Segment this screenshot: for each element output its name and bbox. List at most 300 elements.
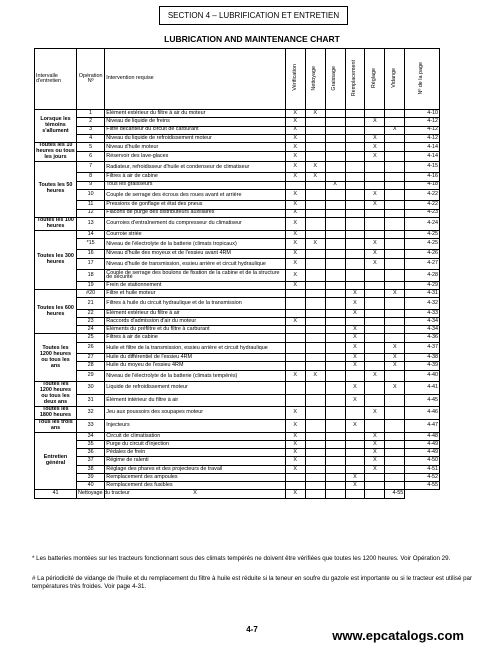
mark-remplacement: [345, 209, 365, 217]
intervention-text: Injecteurs: [105, 419, 285, 432]
page-reference: 4-12: [405, 126, 440, 134]
mark-nettoyage: [305, 309, 325, 317]
mark-vidange: [385, 465, 405, 473]
mark-graissage: [325, 281, 345, 289]
page-reference: 4-47: [405, 419, 440, 432]
intervention-text: Jeu aux poussoirs des soupapes moteur: [105, 406, 285, 419]
col-interval: Intervalle d'entretien: [35, 49, 77, 110]
intervention-text: Courroie striée: [105, 230, 285, 238]
operation-number: 26: [76, 342, 104, 354]
mark-verification: X: [285, 173, 305, 181]
mark-verification: X: [285, 270, 305, 282]
table-row: [35, 342, 440, 354]
mark-remplacement: [345, 161, 365, 173]
table-row: [35, 362, 440, 370]
page-reference: 4-16: [405, 173, 440, 181]
operation-number: 30: [76, 382, 104, 394]
page-reference: 4-36: [405, 334, 440, 342]
interval-group: Toutes les 1200 heures ou tous les ans: [35, 334, 77, 382]
operation-number: 14: [76, 230, 104, 238]
page-reference: 4-55: [405, 482, 440, 490]
interval-group: Toutes les 1800 heures: [35, 406, 77, 419]
mark-remplacement: [345, 134, 365, 142]
mark-verification: [285, 298, 305, 310]
operation-number: 29: [76, 370, 104, 382]
maintenance-table: [34, 48, 440, 499]
operation-number: 9: [76, 181, 104, 189]
mark-reglage: X: [365, 238, 385, 250]
mark-reglage: X: [365, 258, 385, 270]
interval-group: Toutes les 300 heures: [35, 230, 77, 289]
table-row: [35, 110, 440, 118]
mark-vidange: [385, 201, 405, 209]
mark-nettoyage: [305, 217, 325, 230]
mark-remplacement: X: [345, 289, 365, 297]
mark-remplacement: [345, 250, 365, 258]
mark-remplacement: [345, 465, 365, 473]
table-row: [35, 238, 440, 250]
page-reference: 4-49: [405, 440, 440, 448]
mark-verification: X: [285, 238, 305, 250]
mark-graissage: [325, 457, 345, 465]
mark-remplacement: [325, 490, 345, 498]
mark-vidange: X: [385, 342, 405, 354]
page-reference: 4-14: [405, 152, 440, 161]
mark-reglage: X: [365, 457, 385, 465]
watermark: www.epcatalogs.com: [332, 628, 464, 643]
mark-reglage: [365, 309, 385, 317]
table-row: [35, 419, 440, 432]
page-reference: 4-14: [405, 143, 440, 152]
operation-number: *15: [76, 238, 104, 250]
mark-reglage: X: [365, 250, 385, 258]
mark-nettoyage: [305, 334, 325, 342]
page-reference: 4-49: [405, 449, 440, 457]
mark-remplacement: X: [345, 394, 365, 406]
mark-vidange: [385, 110, 405, 118]
mark-verification: [285, 482, 305, 490]
mark-vidange: [385, 143, 405, 152]
page-reference: 4-29: [405, 281, 440, 289]
mark-vidange: [385, 432, 405, 440]
mark-graissage: [305, 490, 325, 498]
page-reference: 4-51: [405, 465, 440, 473]
operation-number: 13: [76, 217, 104, 230]
operation-number: 31: [76, 394, 104, 406]
mark-vidange: [385, 270, 405, 282]
page-reference: 4-32: [405, 298, 440, 310]
table-header-row: [35, 49, 440, 110]
mark-graissage: [325, 250, 345, 258]
mark-graissage: [325, 342, 345, 354]
col-vidange: Vidange: [385, 49, 405, 110]
interval-group: Lorsque les témoins s'allument: [35, 110, 77, 143]
mark-verification: [285, 289, 305, 297]
mark-verification: X: [285, 143, 305, 152]
mark-verification: X: [285, 230, 305, 238]
intervention-text: Pédales de frein: [105, 449, 285, 457]
intervention-text: Éléments du préfiltre et du filtre à carburant: [105, 326, 285, 334]
intervention-text: Filtres à huile du circuit hydraulique et de la transmission: [105, 298, 285, 310]
table-row: [35, 181, 440, 189]
mark-graissage: X: [325, 181, 345, 189]
mark-graissage: [325, 354, 345, 362]
operation-number: 17: [76, 258, 104, 270]
mark-reglage: X: [365, 440, 385, 448]
mark-vidange: [385, 419, 405, 432]
mark-nettoyage: [305, 181, 325, 189]
mark-reglage: [365, 394, 385, 406]
mark-reglage: [365, 173, 385, 181]
operation-number: 34: [76, 432, 104, 440]
page-reference: 4-25: [405, 238, 440, 250]
operation-number: 12: [76, 209, 104, 217]
mark-verification: [285, 309, 305, 317]
interval-group: Toutes les 1200 heures ou tous les deux ans: [35, 382, 77, 407]
mark-graissage: [325, 449, 345, 457]
col-verification: Vérification: [285, 49, 305, 110]
mark-nettoyage: X: [305, 370, 325, 382]
intervention-text: Liquide de refroidissement moteur: [105, 382, 285, 394]
operation-number: 32: [76, 406, 104, 419]
mark-reglage: [365, 281, 385, 289]
mark-remplacement: [345, 189, 365, 201]
table-row: [35, 370, 440, 382]
table-row: [35, 334, 440, 342]
operation-number: 2: [76, 118, 104, 126]
mark-vidange: X: [385, 354, 405, 362]
page-number: 4-7: [246, 625, 258, 634]
mark-remplacement: [345, 126, 365, 134]
col-remplacement: Remplacement: [345, 49, 365, 110]
mark-remplacement: X: [345, 482, 365, 490]
mark-verification: X: [285, 432, 305, 440]
mark-nettoyage: [305, 230, 325, 238]
mark-nettoyage: [305, 258, 325, 270]
intervention-text: Tous les graisseurs: [105, 181, 285, 189]
mark-vidange: [385, 394, 405, 406]
page-reference: 4-18: [405, 181, 440, 189]
mark-reglage: [365, 334, 385, 342]
operation-number: 10: [76, 189, 104, 201]
mark-remplacement: X: [345, 309, 365, 317]
mark-nettoyage: [305, 382, 325, 394]
mark-graissage: [325, 440, 345, 448]
mark-reglage: X: [365, 143, 385, 152]
operation-number: 21: [76, 298, 104, 310]
mark-remplacement: [345, 281, 365, 289]
mark-verification: X: [285, 209, 305, 217]
operation-number: 24: [76, 326, 104, 334]
mark-verification: X: [285, 281, 305, 289]
table-row: [35, 440, 440, 448]
mark-reglage: X: [365, 370, 385, 382]
page-reference: 4-37: [405, 342, 440, 354]
operation-number: 22: [76, 309, 104, 317]
mark-reglage: [365, 110, 385, 118]
table-row: [35, 250, 440, 258]
table-row: [35, 382, 440, 394]
page-reference: 4-34: [405, 317, 440, 325]
mark-vidange: [385, 334, 405, 342]
mark-graissage: [325, 134, 345, 142]
mark-reglage: [365, 209, 385, 217]
page-reference: 4-12: [405, 118, 440, 126]
mark-remplacement: X: [345, 419, 365, 432]
table-row: [35, 354, 440, 362]
col-page: Nº de la page: [405, 49, 440, 110]
mark-nettoyage: [305, 201, 325, 209]
table-row: [35, 465, 440, 473]
operation-number: 38: [76, 465, 104, 473]
mark-nettoyage: [305, 152, 325, 161]
page-reference: 4-10: [405, 110, 440, 118]
mark-graissage: [325, 126, 345, 134]
mark-reglage: [365, 473, 385, 481]
table-row: [35, 189, 440, 201]
intervention-text: Couple de serrage des boulons de fixation de la cabine et de la structure de sécurité: [105, 270, 285, 282]
mark-vidange: [385, 473, 405, 481]
mark-nettoyage: [305, 270, 325, 282]
intervention-text: Niveau du liquide de refroidissement moteur: [105, 134, 285, 142]
table-row: [35, 449, 440, 457]
page-reference: 4-45: [405, 394, 440, 406]
intervention-text: Réglage des phares et des projecteurs de travail: [105, 465, 285, 473]
operation-number: 1: [76, 110, 104, 118]
mark-remplacement: X: [345, 473, 365, 481]
page-reference: 4-55: [385, 490, 405, 498]
table-row: [35, 209, 440, 217]
table-row: [35, 201, 440, 209]
mark-nettoyage: [305, 482, 325, 490]
mark-vidange: [385, 209, 405, 217]
mark-nettoyage: [305, 406, 325, 419]
operation-number: 35: [76, 440, 104, 448]
intervention-text: Niveau d'huile des moyeux et de l'essieu avant 4RM: [105, 250, 285, 258]
operation-number: 36: [76, 449, 104, 457]
intervention-text: Raccords d'admission d'air du moteur: [105, 317, 285, 325]
mark-graissage: [325, 270, 345, 282]
operation-number: 3: [76, 126, 104, 134]
mark-remplacement: [345, 406, 365, 419]
intervention-text: Régime de ralenti: [105, 457, 285, 465]
intervention-text: Élément extérieur du filtre à air: [105, 309, 285, 317]
page-reference: 4-50: [405, 457, 440, 465]
intervention-text: Huile du différentiel de l'essieu 4RM: [105, 354, 285, 362]
page-reference: 4-38: [405, 354, 440, 362]
intervention-text: Huile et filtre de la transmission, essieu arrière et circuit hydraulique: [105, 342, 285, 354]
operation-number: 7: [76, 161, 104, 173]
mark-verification: [285, 181, 305, 189]
mark-remplacement: [345, 173, 365, 181]
col-intervention: Intervention requise: [105, 49, 285, 110]
table-row: [35, 457, 440, 465]
mark-vidange: [385, 217, 405, 230]
mark-remplacement: [345, 230, 365, 238]
page-reference: 4-39: [405, 362, 440, 370]
mark-nettoyage: [305, 342, 325, 354]
mark-graissage: [325, 482, 345, 490]
intervention-text: Remplacement des ampoules: [105, 473, 285, 481]
mark-reglage: [365, 289, 385, 297]
mark-graissage: [325, 161, 345, 173]
mark-reglage: X: [365, 189, 385, 201]
mark-reglage: X: [365, 118, 385, 126]
intervention-text: Niveau de liquide de freins: [105, 118, 285, 126]
mark-verification: X: [285, 449, 305, 457]
mark-verification: [285, 394, 305, 406]
mark-vidange: [385, 161, 405, 173]
mark-nettoyage: [305, 432, 325, 440]
mark-remplacement: [345, 143, 365, 152]
mark-vidange: [385, 326, 405, 334]
page-reference: 4-12: [405, 134, 440, 142]
mark-vidange: X: [385, 289, 405, 297]
mark-reglage: X: [365, 152, 385, 161]
mark-remplacement: [345, 217, 365, 230]
table-row: [35, 217, 440, 230]
mark-reglage: [365, 230, 385, 238]
mark-remplacement: [345, 449, 365, 457]
intervention-text: Flacons de purge des distributeurs auxiliaires: [105, 209, 285, 217]
page-reference: 4-52: [405, 473, 440, 481]
mark-remplacement: X: [345, 382, 365, 394]
footnote-batteries: * Les batteries montées sur les tracteurs fonctionnant sous des climats tempérés ne doivent être vérifiées que toutes les 1200 heures. Voir Opération 29.: [32, 555, 451, 562]
mark-reglage: [365, 317, 385, 325]
interval-group: Entretien général: [35, 432, 77, 490]
mark-reglage: [365, 298, 385, 310]
mark-remplacement: [345, 152, 365, 161]
table-row: [35, 258, 440, 270]
mark-graissage: [325, 238, 345, 250]
operation-number: 6: [76, 152, 104, 161]
operation-number: 18: [76, 270, 104, 282]
mark-reglage: X: [365, 406, 385, 419]
mark-graissage: [325, 317, 345, 325]
intervention-text: Nettoyage du tracteur: [77, 490, 130, 497]
mark-reglage: X: [365, 432, 385, 440]
intervention-text: Pressions de gonflage et état des pneus: [105, 201, 285, 209]
interval-group: Tous les trois ans: [35, 419, 77, 432]
mark-reglage: [365, 126, 385, 134]
mark-graissage: [325, 110, 345, 118]
mark-reglage: [365, 217, 385, 230]
interval-group: Toutes les 10 heures ou tous les jours: [36, 142, 75, 160]
operation-number: #20: [76, 289, 104, 297]
mark-remplacement: [345, 110, 365, 118]
mark-nettoyage: [305, 250, 325, 258]
mark-reglage: [365, 362, 385, 370]
mark-remplacement: [345, 370, 365, 382]
operation-number: 41: [35, 490, 77, 498]
page-reference: 4-46: [405, 406, 440, 419]
table-row: [35, 173, 440, 181]
mark-nettoyage: [305, 440, 325, 448]
mark-reglage: X: [365, 201, 385, 209]
mark-vidange: X: [385, 382, 405, 394]
mark-reglage: [365, 419, 385, 432]
mark-vidange: [385, 118, 405, 126]
mark-reglage: [365, 354, 385, 362]
mark-graissage: [325, 309, 345, 317]
mark-reglage: [365, 482, 385, 490]
mark-vidange: [385, 238, 405, 250]
mark-vidange: [385, 250, 405, 258]
interval-group: Toutes les 100 heures: [35, 217, 77, 230]
mark-remplacement: X: [345, 298, 365, 310]
mark-nettoyage: [305, 118, 325, 126]
mark-reglage: X: [365, 134, 385, 142]
mark-reglage: X: [365, 449, 385, 457]
intervention-text: Courroies d'entraînement du compresseur du climatiseur: [105, 217, 285, 230]
page-reference: 4-34: [405, 326, 440, 334]
mark-nettoyage: [305, 465, 325, 473]
footnote-oil-drain: # La périodicité de vidange de l'huile et du remplacement du filtre à huile est réduite si la teneur en soufre du gazole est importante ou si le tracteur est utilisé par températures très froides. Voir page 4-31.: [32, 575, 473, 590]
mark-graissage: [325, 406, 345, 419]
mark-nettoyage: [305, 189, 325, 201]
mark-verification: X: [285, 440, 305, 448]
mark-vidange: [385, 230, 405, 238]
mark-verification: [285, 334, 305, 342]
mark-graissage: [325, 370, 345, 382]
table-row: [35, 134, 440, 142]
mark-verification: X: [285, 126, 305, 134]
mark-vidange: [385, 406, 405, 419]
table-row: [35, 309, 440, 317]
page-reference: 4-33: [405, 309, 440, 317]
operation-number: 11: [76, 201, 104, 209]
intervention-text: Niveau d'huile de transmission, essieu arrière et circuit hydraulique: [105, 258, 285, 270]
page-reference: 4-40: [405, 370, 440, 382]
intervention-text: Élément extérieur du filtre à air du moteur: [105, 110, 285, 118]
mark-graissage: [325, 394, 345, 406]
mark-graissage: [325, 118, 345, 126]
mark-verification: [285, 473, 305, 481]
mark-graissage: [325, 201, 345, 209]
mark-verification: [285, 362, 305, 370]
mark-verification: X: [285, 370, 305, 382]
mark-nettoyage: [305, 457, 325, 465]
mark-graissage: [325, 152, 345, 161]
table-row: [35, 126, 440, 134]
mark-remplacement: [345, 181, 365, 189]
mark-remplacement: [345, 317, 365, 325]
mark-remplacement: [345, 238, 365, 250]
mark-vidange: [365, 490, 385, 498]
mark-reglage: [345, 490, 365, 498]
page-reference: 4-26: [405, 250, 440, 258]
table-row: [35, 473, 440, 481]
table-row: [35, 270, 440, 282]
mark-verification: [285, 354, 305, 362]
mark-verification: X: [285, 201, 305, 209]
intervention-text: Huile du moyeu de l'essieu 4RM: [105, 362, 285, 370]
intervention-text: Niveau d'huile moteur: [105, 143, 285, 152]
mark-reglage: [365, 161, 385, 173]
mark-verification: X: [285, 189, 305, 201]
mark-vidange: [385, 317, 405, 325]
table-row: [35, 298, 440, 310]
intervention-text: Couple de serrage des écrous des roues avant et arrière: [105, 189, 285, 201]
page-reference: 4-15: [405, 161, 440, 173]
col-nettoyage: Nettoyage: [305, 49, 325, 110]
mark-verification: [285, 342, 305, 354]
mark-remplacement: [345, 270, 365, 282]
mark-verification: X: [285, 258, 305, 270]
operation-number: 40: [76, 482, 104, 490]
mark-reglage: [365, 326, 385, 334]
mark-nettoyage: [305, 143, 325, 152]
